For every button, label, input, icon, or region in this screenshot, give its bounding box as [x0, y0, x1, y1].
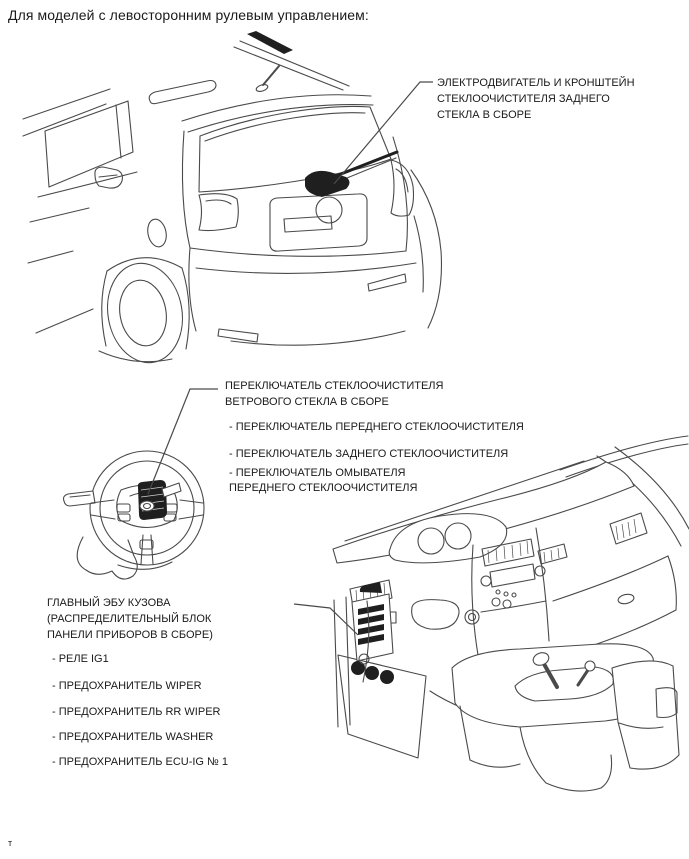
car-rear-illustration [23, 31, 441, 369]
side-mirror [95, 167, 123, 188]
roof-rail-end [247, 31, 293, 54]
callout-main-ecu-items [52, 652, 228, 770]
wiper-switch-highlight [138, 480, 167, 520]
callout-wiper-switch-title [225, 378, 443, 410]
callout-line: ВЕТРОВОГО СТЕКЛА В СБОРЕ [225, 396, 389, 408]
component-item: - РЕЛЕ IG1 [52, 653, 109, 665]
leader-fuse-box [294, 604, 358, 635]
callout-line: СТЕКЛООЧИСТИТЕЛЯ ЗАДНЕГО [437, 93, 610, 105]
steering-wheel-illustration [64, 451, 205, 579]
relay [351, 661, 365, 675]
right-air-vent [610, 513, 647, 544]
callout-line: ЭЛЕКТРОДВИГАТЕЛЬ И КРОНШТЕЙН [437, 77, 635, 89]
page-header-note: Для моделей с левосторонним рулевым управлением: [8, 7, 369, 23]
callout-wiper-switch-items [229, 414, 524, 496]
component-item: - ПЕРЕКЛЮЧАТЕЛЬ ПЕРЕДНЕГО СТЕКЛООЧИСТИТЕЛЯ [229, 421, 524, 433]
fuel-door [145, 217, 168, 248]
component-item: - ПРЕДОХРАНИТЕЛЬ WIPER [52, 680, 202, 692]
component-item: - ПРЕДОХРАНИТЕЛЬ RR WIPER [52, 706, 221, 718]
callout-rear-wiper-motor [437, 75, 635, 123]
component-item: ПЕРЕДНЕГО СТЕКЛООЧИСТИТЕЛЯ [229, 482, 418, 494]
callout-main-ecu-title [47, 595, 213, 643]
component-item: - ПРЕДОХРАНИТЕЛЬ ECU-IG № 1 [52, 756, 229, 768]
glovebox-handle [617, 593, 635, 605]
callout-line: ГЛАВНЫЙ ЭБУ КУЗОВА [47, 597, 171, 609]
component-item: - ПЕРЕКЛЮЧАТЕЛЬ ОМЫВАТЕЛЯ [229, 467, 406, 479]
rear-wheel [100, 257, 190, 368]
component-item: - ПЕРЕКЛЮЧАТЕЛЬ ЗАДНЕГО СТЕКЛООЧИСТИТЕЛЯ [229, 448, 509, 460]
relay [365, 666, 379, 680]
wiper-motor-cover [316, 197, 342, 223]
armrest-console [612, 661, 679, 769]
relay [380, 670, 394, 684]
callout-line: (РАСПРЕДЕЛИТЕЛЬНЫЙ БЛОК [47, 613, 212, 625]
rear-window [199, 106, 391, 192]
steering-emblem [140, 501, 154, 511]
footer-char: т [8, 838, 13, 848]
audio-display [490, 564, 535, 587]
leader-rear-wiper [334, 82, 433, 184]
instrument-cluster-hood [389, 514, 507, 563]
fuse-box-highlight [351, 582, 394, 684]
component-item: - ПРЕДОХРАНИТЕЛЬ WASHER [52, 731, 214, 743]
callout-line: СТЕКЛА В СБОРЕ [437, 109, 532, 121]
antenna [263, 66, 279, 85]
callout-line: ПАНЕЛИ ПРИБОРОВ В СБОРЕ) [47, 629, 213, 641]
callout-line: ПЕРЕКЛЮЧАТЕЛЬ СТЕКЛООЧИСТИТЕЛЯ [225, 380, 444, 392]
washer-lever [64, 491, 96, 506]
